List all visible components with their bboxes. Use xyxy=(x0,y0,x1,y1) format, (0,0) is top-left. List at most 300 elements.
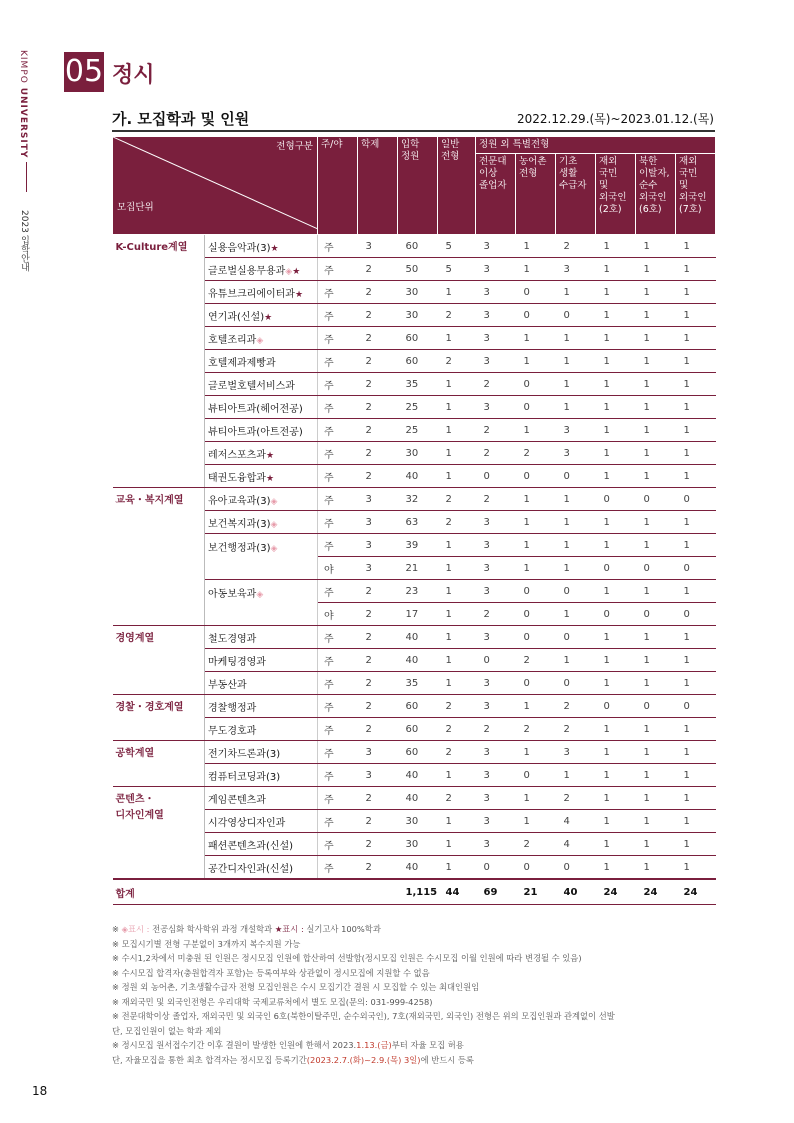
special-cell: 1 xyxy=(556,603,596,626)
table-row xyxy=(113,626,716,649)
group-cell: 경찰・경호계열 xyxy=(113,695,205,741)
guide-year: 2023 입학안내 xyxy=(19,210,29,272)
general-cell: 1 xyxy=(438,672,476,695)
dept-cell xyxy=(205,419,318,442)
day-night-cell: 주 xyxy=(318,281,358,304)
table-row xyxy=(113,787,716,810)
special-cell: 3 xyxy=(476,787,516,810)
special-cell: 3 xyxy=(476,810,516,833)
years-cell: 2 xyxy=(358,672,398,695)
special-cell: 1 xyxy=(556,511,596,534)
header-quota: 입학 정원 xyxy=(398,137,438,235)
dept-name: 무도경호과 xyxy=(208,725,257,737)
special-cell: 1 xyxy=(556,396,596,419)
special-cell: 0 xyxy=(516,626,556,649)
special-cell: 2 xyxy=(476,603,516,626)
special-cell: 1 xyxy=(636,511,676,534)
dept-cell xyxy=(205,810,318,833)
special-cell: 0 xyxy=(676,557,716,580)
day-night-cell: 주 xyxy=(318,626,358,649)
day-night-cell: 주 xyxy=(318,580,358,603)
special-cell: 3 xyxy=(476,511,516,534)
special-cell: 1 xyxy=(676,787,716,810)
header-special-col: 기초 생활 수급자 xyxy=(556,154,596,235)
general-cell: 2 xyxy=(438,787,476,810)
special-cell: 1 xyxy=(636,442,676,465)
dept-cell xyxy=(205,396,318,419)
years-cell: 2 xyxy=(358,649,398,672)
general-cell: 2 xyxy=(438,695,476,718)
special-cell: 1 xyxy=(556,350,596,373)
special-cell: 0 xyxy=(676,695,716,718)
special-cell: 3 xyxy=(476,626,516,649)
quota-cell: 21 xyxy=(398,557,438,580)
dept-name: 글로벌호텔서비스과 xyxy=(208,380,295,392)
quota-cell: 40 xyxy=(398,626,438,649)
dept-cell xyxy=(205,580,318,626)
special-cell: 2 xyxy=(476,419,516,442)
day-night-cell: 주 xyxy=(318,833,358,856)
special-cell: 1 xyxy=(636,419,676,442)
day-night-cell: 주 xyxy=(318,695,358,718)
special-cell: 1 xyxy=(636,235,676,258)
special-cell: 1 xyxy=(676,718,716,741)
special-cell: 1 xyxy=(596,396,636,419)
note: 단, 모집인원이 없는 학과 제외 xyxy=(112,1025,222,1036)
note: ※ 전문대학이상 졸업자, 재외국민 및 외국인 6호(북한이탈주민, 순수외국인), 7호(재외국민, 외국인) 전형은 위의 모집인원과 관계없이 선발 xyxy=(112,1011,615,1021)
special-cell: 1 xyxy=(636,810,676,833)
special-cell: 1 xyxy=(596,511,636,534)
special-cell: 2 xyxy=(516,442,556,465)
general-cell: 2 xyxy=(438,304,476,327)
dept-mark: ★ xyxy=(264,312,273,323)
special-cell: 0 xyxy=(516,764,556,787)
special-cell: 1 xyxy=(516,350,556,373)
special-cell: 1 xyxy=(676,856,716,880)
table-row xyxy=(113,695,716,718)
dept-name: 철도경영과 xyxy=(208,633,257,645)
special-cell: 3 xyxy=(476,327,516,350)
general-cell: 1 xyxy=(438,281,476,304)
day-night-cell: 주 xyxy=(318,396,358,419)
years-cell: 2 xyxy=(358,350,398,373)
special-cell: 0 xyxy=(516,580,556,603)
quota-cell: 25 xyxy=(398,396,438,419)
years-cell: 3 xyxy=(358,235,398,258)
special-cell: 0 xyxy=(556,465,596,488)
special-cell: 1 xyxy=(516,741,556,764)
years-cell: 2 xyxy=(358,442,398,465)
special-cell: 1 xyxy=(596,258,636,281)
special-cell: 1 xyxy=(676,810,716,833)
total-special: 40 xyxy=(556,879,596,905)
special-cell: 3 xyxy=(556,258,596,281)
special-cell: 1 xyxy=(596,718,636,741)
special-cell: 1 xyxy=(676,419,716,442)
header-special-col: 재외 국민 및 외국인 (2호) xyxy=(596,154,636,235)
admission-table xyxy=(112,136,716,905)
dept-cell xyxy=(205,281,318,304)
special-cell: 0 xyxy=(556,626,596,649)
years-cell: 3 xyxy=(358,534,398,557)
special-cell: 3 xyxy=(476,304,516,327)
special-cell: 1 xyxy=(596,787,636,810)
day-night-cell: 주 xyxy=(318,741,358,764)
quota-cell: 50 xyxy=(398,258,438,281)
special-cell: 1 xyxy=(676,396,716,419)
header-special-col: 북한 이탈자, 순수 외국인 (6호) xyxy=(636,154,676,235)
special-cell: 3 xyxy=(476,833,516,856)
special-cell: 0 xyxy=(636,695,676,718)
dept-name: 시각영상디자인과 xyxy=(208,817,286,829)
day-night-cell: 주 xyxy=(318,718,358,741)
total-row xyxy=(113,879,716,905)
years-cell: 2 xyxy=(358,258,398,281)
years-cell: 2 xyxy=(358,603,398,626)
dept-cell xyxy=(205,764,318,787)
total-quota: 1,115 xyxy=(398,879,438,905)
day-night-cell: 주 xyxy=(318,350,358,373)
dept-name: 보건행정과(3) xyxy=(208,543,271,554)
dept-cell xyxy=(205,442,318,465)
special-cell: 1 xyxy=(596,534,636,557)
quota-cell: 60 xyxy=(398,350,438,373)
dept-name: 공간디자인과(신설) xyxy=(208,863,294,875)
special-cell: 2 xyxy=(476,488,516,511)
years-cell: 2 xyxy=(358,465,398,488)
special-cell: 3 xyxy=(476,672,516,695)
dept-name: 연기과(신설) xyxy=(208,311,265,323)
special-cell: 1 xyxy=(636,856,676,880)
special-cell: 2 xyxy=(516,649,556,672)
special-cell: 1 xyxy=(676,327,716,350)
general-cell: 1 xyxy=(438,856,476,880)
day-night-cell: 주 xyxy=(318,764,358,787)
special-cell: 1 xyxy=(676,580,716,603)
special-cell: 2 xyxy=(556,718,596,741)
day-night-cell: 주 xyxy=(318,810,358,833)
header-years: 학제 xyxy=(358,137,398,235)
general-cell: 5 xyxy=(438,235,476,258)
special-cell: 3 xyxy=(476,695,516,718)
special-cell: 1 xyxy=(516,810,556,833)
special-cell: 0 xyxy=(596,695,636,718)
special-cell: 0 xyxy=(476,649,516,672)
dept-mark: ★ xyxy=(270,243,279,254)
dept-cell xyxy=(205,718,318,741)
quota-cell: 40 xyxy=(398,764,438,787)
special-cell: 1 xyxy=(596,281,636,304)
special-cell: 3 xyxy=(476,557,516,580)
special-cell: 1 xyxy=(556,534,596,557)
years-cell: 2 xyxy=(358,327,398,350)
dept-name: 호텔조리과 xyxy=(208,334,257,346)
special-cell: 1 xyxy=(596,419,636,442)
special-cell: 1 xyxy=(676,465,716,488)
group-cell: 콘텐츠・ 디자인계열 xyxy=(113,787,205,880)
special-cell: 3 xyxy=(556,442,596,465)
table-row xyxy=(113,488,716,511)
special-cell: 1 xyxy=(556,649,596,672)
day-night-cell: 주 xyxy=(318,511,358,534)
special-cell: 1 xyxy=(596,235,636,258)
dept-cell xyxy=(205,511,318,534)
special-cell: 1 xyxy=(676,511,716,534)
quota-cell: 60 xyxy=(398,327,438,350)
total-label: 합계 xyxy=(113,879,398,905)
special-cell: 2 xyxy=(556,235,596,258)
total-special: 24 xyxy=(636,879,676,905)
group-cell: 공학계열 xyxy=(113,741,205,787)
dept-mark: ◈ xyxy=(270,496,278,507)
special-cell: 4 xyxy=(556,810,596,833)
special-cell: 0 xyxy=(476,856,516,880)
total-special: 21 xyxy=(516,879,556,905)
special-cell: 1 xyxy=(556,764,596,787)
special-cell: 0 xyxy=(596,488,636,511)
general-cell: 1 xyxy=(438,764,476,787)
group-cell: K-Culture계열 xyxy=(113,235,205,488)
quota-cell: 30 xyxy=(398,833,438,856)
dept-name: 태권도융합과 xyxy=(208,472,266,484)
special-cell: 3 xyxy=(556,741,596,764)
quota-cell: 30 xyxy=(398,304,438,327)
general-cell: 1 xyxy=(438,396,476,419)
section-title: 가. 모집학과 및 인원 xyxy=(112,110,250,128)
special-cell: 2 xyxy=(516,718,556,741)
header-special-col: 농어촌 전형 xyxy=(516,154,556,235)
special-cell: 1 xyxy=(636,396,676,419)
general-cell: 1 xyxy=(438,833,476,856)
note: ※ 재외국민 및 외국인전형은 우리대학 국제교류처에서 별도 모집(문의: 031-999-4258) xyxy=(112,996,433,1007)
note-symbols: ※ ◈표시 : 전공심화 학사학위 과정 개설학과 ★표시 : 실기고사 100%학과 xyxy=(112,924,381,934)
special-cell: 1 xyxy=(676,764,716,787)
quota-cell: 60 xyxy=(398,741,438,764)
special-cell: 1 xyxy=(516,534,556,557)
dept-cell xyxy=(205,833,318,856)
dept-cell xyxy=(205,856,318,880)
dept-cell xyxy=(205,534,318,580)
special-cell: 1 xyxy=(556,327,596,350)
side-divider xyxy=(26,162,27,192)
chapter-number: 05 xyxy=(64,52,104,92)
quota-cell: 40 xyxy=(398,465,438,488)
dept-cell xyxy=(205,304,318,327)
page-number: 18 xyxy=(32,1084,48,1098)
header-special-group: 정원 외 특별전형 xyxy=(476,137,716,154)
special-cell: 0 xyxy=(596,557,636,580)
special-cell: 3 xyxy=(476,741,516,764)
special-cell: 1 xyxy=(556,281,596,304)
special-cell: 0 xyxy=(516,603,556,626)
quota-cell: 35 xyxy=(398,672,438,695)
day-night-cell: 주 xyxy=(318,327,358,350)
special-cell: 1 xyxy=(516,557,556,580)
special-cell: 1 xyxy=(596,856,636,880)
years-cell: 2 xyxy=(358,787,398,810)
years-cell: 3 xyxy=(358,557,398,580)
special-cell: 1 xyxy=(676,649,716,672)
quota-cell: 30 xyxy=(398,442,438,465)
special-cell: 1 xyxy=(596,626,636,649)
years-cell: 2 xyxy=(358,833,398,856)
dept-cell xyxy=(205,327,318,350)
years-cell: 3 xyxy=(358,488,398,511)
dept-name: 뷰티아트과(아트전공) xyxy=(208,426,303,438)
dept-mark: ◈ xyxy=(270,544,278,554)
quota-cell: 60 xyxy=(398,718,438,741)
dept-mark: ★ xyxy=(294,289,304,300)
general-cell: 1 xyxy=(438,603,476,626)
general-cell: 2 xyxy=(438,488,476,511)
dept-name: 부동산과 xyxy=(208,679,247,691)
years-cell: 3 xyxy=(358,511,398,534)
years-cell: 2 xyxy=(358,281,398,304)
dept-name: 글로벌실용무용과 xyxy=(208,265,286,277)
dept-cell xyxy=(205,373,318,396)
dept-cell xyxy=(205,488,318,511)
total-general: 44 xyxy=(438,879,476,905)
years-cell: 2 xyxy=(358,419,398,442)
special-cell: 1 xyxy=(596,649,636,672)
special-cell: 1 xyxy=(636,373,676,396)
note: 단, 자율모집을 통한 최초 합격자는 정시모집 등록기간(2023.2.7.(화)~2.9.(목) 3일)에 반드시 등록 xyxy=(112,1054,474,1065)
day-night-cell: 주 xyxy=(318,787,358,810)
special-cell: 1 xyxy=(596,810,636,833)
university-name: KIMPO UNIVERSITY xyxy=(18,50,28,159)
special-cell: 0 xyxy=(556,304,596,327)
dept-name: 보건복지과(3) xyxy=(208,518,271,530)
quota-cell: 30 xyxy=(398,810,438,833)
quota-cell: 25 xyxy=(398,419,438,442)
general-cell: 1 xyxy=(438,465,476,488)
dept-cell xyxy=(205,787,318,810)
total-special: 24 xyxy=(676,879,716,905)
general-cell: 1 xyxy=(438,810,476,833)
corner-header-bottom: 모집단위 xyxy=(117,202,154,213)
general-cell: 1 xyxy=(438,557,476,580)
special-cell: 3 xyxy=(476,281,516,304)
day-night-cell: 주 xyxy=(318,856,358,880)
special-cell: 0 xyxy=(516,304,556,327)
special-cell: 1 xyxy=(596,327,636,350)
corner-header xyxy=(113,137,318,235)
special-cell: 1 xyxy=(676,534,716,557)
dept-name: 호텔제과제빵과 xyxy=(208,357,276,369)
dept-name: 경찰행정과 xyxy=(208,702,257,714)
dept-name: 컴퓨터코딩과(3) xyxy=(208,771,281,783)
special-cell: 1 xyxy=(516,235,556,258)
special-cell: 3 xyxy=(476,396,516,419)
special-cell: 1 xyxy=(636,741,676,764)
general-cell: 1 xyxy=(438,373,476,396)
special-cell: 1 xyxy=(676,442,716,465)
special-cell: 1 xyxy=(596,350,636,373)
note: ※ 수시모집 합격자(충원합격자 포함)는 등록여부와 상관없이 정시모집에 지원할 수 없음 xyxy=(112,967,430,978)
quota-cell: 23 xyxy=(398,580,438,603)
dept-mark: ★ xyxy=(265,473,275,484)
special-cell: 2 xyxy=(516,833,556,856)
years-cell: 2 xyxy=(358,695,398,718)
dept-mark: ◈★ xyxy=(285,266,301,277)
general-cell: 1 xyxy=(438,534,476,557)
years-cell: 2 xyxy=(358,396,398,419)
header-general: 일반 전형 xyxy=(438,137,476,235)
years-cell: 2 xyxy=(358,810,398,833)
special-cell: 1 xyxy=(636,764,676,787)
dept-name: 뷰티아트과(헤어전공) xyxy=(208,403,303,415)
special-cell: 1 xyxy=(676,350,716,373)
total-special: 24 xyxy=(596,879,636,905)
quota-cell: 30 xyxy=(398,281,438,304)
general-cell: 2 xyxy=(438,511,476,534)
quota-cell: 60 xyxy=(398,235,438,258)
chapter-title: 정시 xyxy=(112,63,155,88)
special-cell: 0 xyxy=(636,488,676,511)
dept-cell xyxy=(205,649,318,672)
dept-name: 전기차드론과(3) xyxy=(208,748,281,760)
special-cell: 1 xyxy=(676,672,716,695)
dept-mark: ★ xyxy=(265,450,275,461)
general-cell: 1 xyxy=(438,419,476,442)
special-cell: 1 xyxy=(516,511,556,534)
special-cell: 1 xyxy=(636,281,676,304)
general-cell: 1 xyxy=(438,327,476,350)
special-cell: 1 xyxy=(676,626,716,649)
special-cell: 1 xyxy=(636,649,676,672)
special-cell: 1 xyxy=(636,580,676,603)
day-night-cell: 주 xyxy=(318,465,358,488)
day-night-cell: 주 xyxy=(318,488,358,511)
day-night-cell: 주 xyxy=(318,235,358,258)
special-cell: 2 xyxy=(476,442,516,465)
special-cell: 1 xyxy=(596,764,636,787)
quota-cell: 60 xyxy=(398,695,438,718)
special-cell: 0 xyxy=(556,672,596,695)
day-night-cell: 주 xyxy=(318,672,358,695)
special-cell: 1 xyxy=(556,373,596,396)
special-cell: 1 xyxy=(596,672,636,695)
table-row xyxy=(113,235,716,258)
special-cell: 1 xyxy=(516,488,556,511)
special-cell: 1 xyxy=(516,327,556,350)
special-cell: 1 xyxy=(596,373,636,396)
years-cell: 3 xyxy=(358,764,398,787)
years-cell: 3 xyxy=(358,741,398,764)
dept-cell xyxy=(205,672,318,695)
special-cell: 0 xyxy=(516,856,556,880)
special-cell: 1 xyxy=(676,235,716,258)
group-cell: 교육・복지계열 xyxy=(113,488,205,626)
special-cell: 1 xyxy=(516,787,556,810)
header-special-col: 전문대 이상 졸업자 xyxy=(476,154,516,235)
general-cell: 1 xyxy=(438,626,476,649)
general-cell: 1 xyxy=(438,649,476,672)
special-cell: 2 xyxy=(476,373,516,396)
special-cell: 1 xyxy=(636,465,676,488)
dept-mark: ◈ xyxy=(256,335,264,346)
general-cell: 5 xyxy=(438,258,476,281)
dept-cell xyxy=(205,350,318,373)
day-night-cell: 주 xyxy=(318,304,358,327)
dept-mark: ◈ xyxy=(270,519,278,530)
dept-cell xyxy=(205,235,318,258)
quota-cell: 39 xyxy=(398,534,438,557)
years-cell: 2 xyxy=(358,856,398,880)
special-cell: 4 xyxy=(556,833,596,856)
special-cell: 1 xyxy=(676,281,716,304)
special-cell: 1 xyxy=(516,419,556,442)
